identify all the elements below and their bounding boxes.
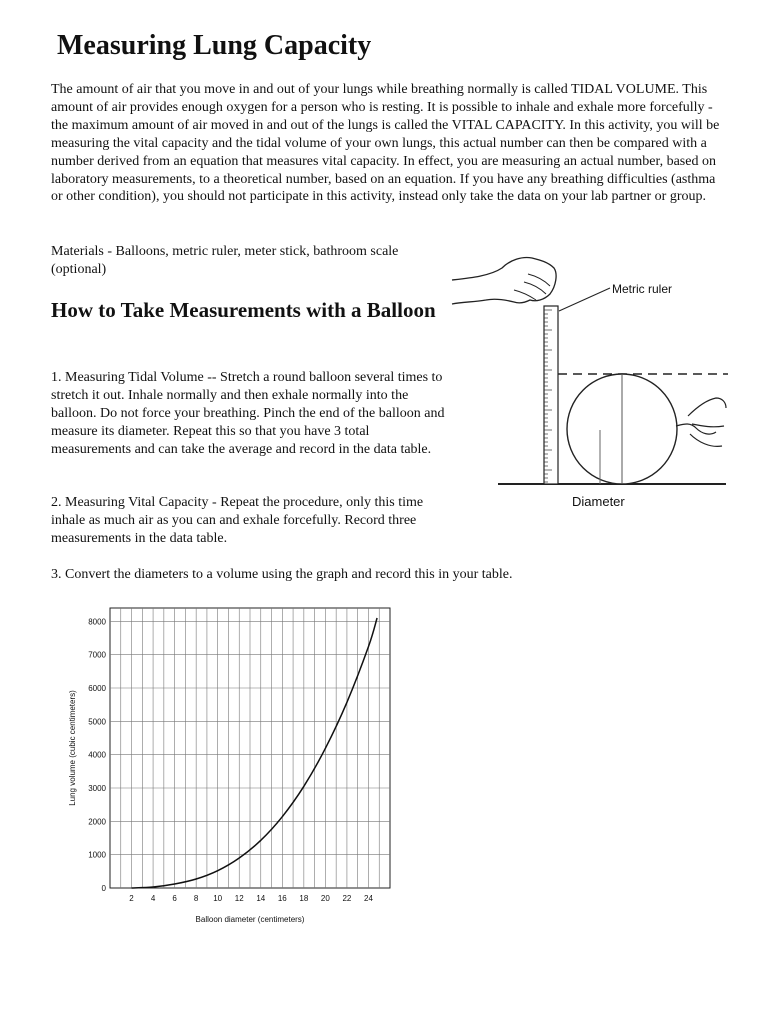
chart-x-tick-label: 6: [172, 894, 177, 903]
chart-x-tick-label: 10: [213, 894, 223, 903]
chart-y-tick-label: 1000: [88, 850, 106, 860]
balloon-measurement-illustration: [440, 238, 730, 513]
hand-icon: [452, 257, 556, 304]
pinching-hand-icon: [688, 398, 726, 446]
chart-y-axis-label: Lung volume (cubic centimeters): [68, 690, 77, 806]
chart-y-tick-label: 0: [101, 884, 106, 893]
section-heading: How to Take Measurements with a Balloon: [51, 298, 436, 322]
ruler-label: Metric ruler: [612, 282, 673, 296]
lung-volume-chart: [60, 600, 400, 930]
intro-paragraph: The amount of air that you move in and out of your lungs while breathing normally is called TIDAL VOLUME. This amount of air provides enough oxygen for a person who is resting. It is possible to inhale and exhale more forcefully - the maximum amount of air moved in and out of the lungs is called the VITAL CAPACITY. In this activity, you will be measuring the vital capacity and the tidal volume of your own lungs, this actual number can then be compared with a number derived from an equation that measures vital capacity. In effect, you are measuring an actual number, based on laboratory measurements, to a theoretical number, based on an equation. If you have any breathing difficulties (asthma or other condition), you should not participate in this activity, instead only take the data on your lab partner or group.: [51, 82, 720, 205]
chart-x-tick-label: 14: [256, 894, 266, 903]
materials-text: Materials - Balloons, metric ruler, meter stick, bathroom scale (optional): [51, 244, 399, 277]
chart-x-tick-label: 12: [234, 894, 244, 903]
chart-y-tick-label: 8000: [88, 617, 106, 627]
hand-finger-lines: [514, 274, 550, 300]
diameter-label: Diameter: [572, 494, 625, 509]
chart-x-tick-label: 22: [342, 894, 352, 903]
ruler-leader-line: [559, 288, 610, 311]
chart-y-tick-label: 2000: [88, 817, 106, 827]
step-1-text: 1. Measuring Tidal Volume -- Stretch a round balloon several times to stretch it out. Inhale normally and then exhale normally into the balloon. Do not force your breathing. Pinch the end of the balloon and measure its diameter. Repeat this so that you have 3 total measurements and can take the average and record in the data table.: [51, 370, 445, 457]
chart-x-tick-label: 24: [364, 894, 373, 903]
step-2-text: 2. Measuring Vital Capacity - Repeat the procedure, only this time inhale as much air as you can and exhale forcefully. Record three measurements in the data table.: [51, 495, 424, 546]
chart-x-axis-label: Balloon diameter (centimeters): [195, 915, 305, 924]
chart-x-tick-label: 8: [193, 894, 199, 903]
page-title: Measuring Lung Capacity: [57, 30, 372, 61]
chart-x-tick-label: 18: [299, 894, 309, 903]
chart-y-tick-label: 6000: [88, 684, 106, 693]
metric-ruler: [544, 306, 558, 484]
chart-x-tick-label: 2: [129, 894, 134, 903]
chart-y-tick-label: 4000: [88, 750, 106, 760]
balloon-knot: [676, 424, 716, 434]
chart-y-tick-label: 7000: [88, 650, 106, 660]
chart-series-line: [132, 618, 378, 888]
chart-x-tick-label: 20: [320, 894, 330, 903]
chart-y-tick-label: 5000: [88, 717, 106, 727]
chart-y-tick-label: 3000: [88, 784, 106, 793]
chart-x-tick-label: 16: [277, 894, 287, 903]
chart-x-tick-label: 4: [150, 894, 156, 903]
step-3-text: 3. Convert the diameters to a volume using the graph and record this in your table.: [51, 567, 513, 582]
